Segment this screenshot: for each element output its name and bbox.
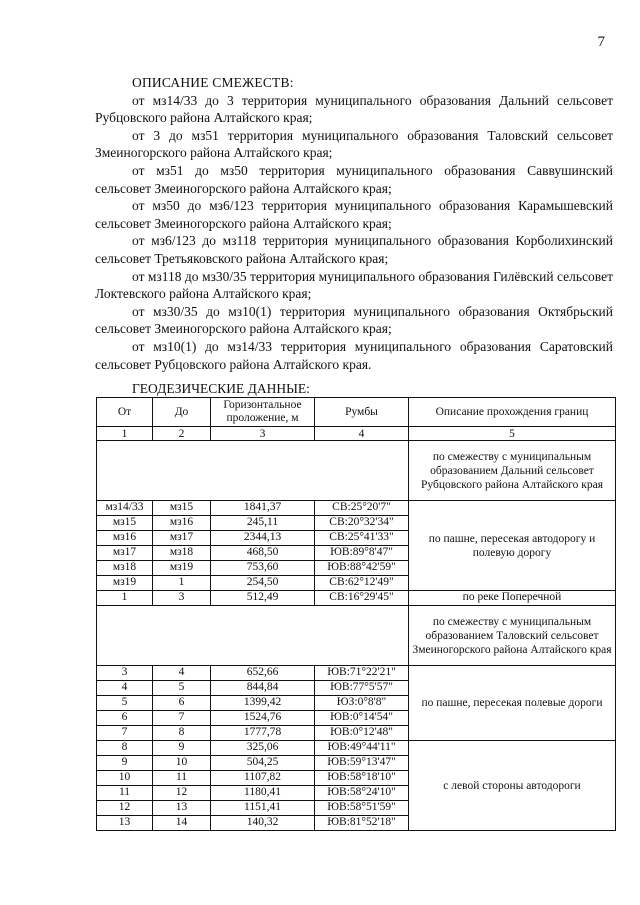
cell-to: мз18: [153, 546, 211, 561]
header-to: До: [153, 398, 211, 427]
group-description: по реке Поперечной: [409, 591, 616, 606]
cell-distance: 245,11: [211, 516, 315, 531]
cell-bearing: ЮВ:49°44'11": [315, 741, 409, 756]
table-row: [97, 501, 616, 516]
cell-distance: 468,50: [211, 546, 315, 561]
cell-bearing: СВ:25°41'33": [315, 531, 409, 546]
table-row: [97, 591, 616, 606]
cell-bearing: СВ:20°32'34": [315, 516, 409, 531]
cell-to: 11: [153, 771, 211, 786]
cell-bearing: ЮВ:59°13'47": [315, 756, 409, 771]
cell-bearing: ЮВ:77°5'57": [315, 681, 409, 696]
cell-distance: 1151,41: [211, 801, 315, 816]
cell-bearing: ЮВ:58°51'59": [315, 801, 409, 816]
adjacency-paragraph: от мз14/33 до 3 территория муниципального образования Дальний сельсовет Рубцовского района Алтайского края;: [95, 92, 613, 126]
cell-distance: 753,60: [211, 561, 315, 576]
cell-distance: 325,06: [211, 741, 315, 756]
adjacency-paragraph: от мз6/123 до мз118 территория муниципального образования Корболихинский сельсовет Третьяковского района Алтайского края;: [95, 233, 613, 266]
cell-distance: 1524,76: [211, 711, 315, 726]
cell-bearing: ЮВ:58°18'10": [315, 771, 409, 786]
cell-distance: 1107,82: [211, 771, 315, 786]
cell-bearing: СВ:16°29'45": [315, 591, 409, 606]
cell-to: 12: [153, 786, 211, 801]
column-number: 5: [409, 427, 616, 441]
adjacency-paragraph: от мз10(1) до мз14/33 территория муниципального образования Саратовский сельсовет Рубцовского района Алтайского края.: [95, 338, 613, 372]
adjacency-paragraph: от мз30/35 до мз10(1) территория муниципального образования Октябрьский сельсовет Змеиногорского района Алтайского края;: [95, 303, 613, 337]
section-row: [97, 606, 616, 666]
cell-from: мз14/33: [97, 501, 153, 516]
cell-from: мз15: [97, 516, 153, 531]
column-number: 1: [97, 427, 153, 441]
cell-bearing: ЮВ:0°14'54": [315, 711, 409, 726]
cell-distance: 2344,13: [211, 531, 315, 546]
cell-distance: 1777,78: [211, 726, 315, 741]
section-row: [97, 441, 616, 501]
cell-from: 7: [97, 726, 153, 741]
group-description: с левой стороны автодороги: [409, 741, 616, 831]
cell-distance: 254,50: [211, 576, 315, 591]
column-number-row: [97, 427, 616, 441]
cell-distance: 140,32: [211, 816, 315, 831]
adjacency-heading: ОПИСАНИЕ СМЕЖЕСТВ:: [132, 75, 294, 90]
cell-from: 3: [97, 666, 153, 681]
cell-to: 9: [153, 741, 211, 756]
cell-bearing: СВ:62°12'49": [315, 576, 409, 591]
cell-from: 10: [97, 771, 153, 786]
cell-to: мз15: [153, 501, 211, 516]
adjacency-description: [95, 74, 613, 373]
cell-bearing: ЮВ:0°12'48": [315, 726, 409, 741]
cell-bearing: ЮЗ:0°8'8": [315, 696, 409, 711]
cell-distance: 512,49: [211, 591, 315, 606]
cell-from: 8: [97, 741, 153, 756]
section-description: по смежеству с муниципальным образованием Таловский сельсовет Змеиногорского района Алтайского края: [409, 606, 616, 666]
cell-to: мз17: [153, 531, 211, 546]
cell-to: 5: [153, 681, 211, 696]
cell-to: 13: [153, 801, 211, 816]
cell-distance: 1841,37: [211, 501, 315, 516]
cell-to: 4: [153, 666, 211, 681]
cell-distance: 844,84: [211, 681, 315, 696]
header-from: От: [97, 398, 153, 427]
adjacency-paragraph: от мз118 до мз30/35 территория муниципального образования Гилёвский сельсовет Локтевского района Алтайского края;: [95, 268, 613, 302]
cell-from: мз16: [97, 531, 153, 546]
cell-to: 7: [153, 711, 211, 726]
adjacency-paragraph: от 3 до мз51 территория муниципального образования Таловский сельсовет Змеиногорского района Алтайского края;: [95, 127, 613, 161]
section-empty-cell: [97, 441, 409, 501]
cell-bearing: ЮВ:71°22'21": [315, 666, 409, 681]
cell-to: 14: [153, 816, 211, 831]
cell-distance: 1399,42: [211, 696, 315, 711]
cell-distance: 652,66: [211, 666, 315, 681]
table-row: [97, 666, 616, 681]
cell-from: 13: [97, 816, 153, 831]
group-description: по пашне, пересекая полевые дороги: [409, 666, 616, 741]
cell-to: 8: [153, 726, 211, 741]
cell-from: 9: [97, 756, 153, 771]
cell-to: 3: [153, 591, 211, 606]
header-description: Описание прохождения границ: [409, 398, 616, 427]
cell-bearing: ЮВ:58°24'10": [315, 786, 409, 801]
table-row: [97, 741, 616, 756]
cell-distance: 1180,41: [211, 786, 315, 801]
group-description: по пашне, пересекая автодорогу и полевую дорогу: [409, 501, 616, 591]
cell-to: мз16: [153, 516, 211, 531]
section-empty-cell: [97, 606, 409, 666]
cell-to: 10: [153, 756, 211, 771]
cell-bearing: СВ:25°20'7": [315, 501, 409, 516]
section-description: по смежеству с муниципальным образованием Дальний сельсовет Рубцовского района Алтайского края: [409, 441, 616, 501]
page-number: 7: [597, 34, 605, 50]
geodetic-title: ГЕОДЕЗИЧЕСКИЕ ДАННЫЕ:: [132, 381, 310, 396]
cell-from: мз17: [97, 546, 153, 561]
cell-distance: 504,25: [211, 756, 315, 771]
column-number: 2: [153, 427, 211, 441]
cell-bearing: ЮВ:81°52'18": [315, 816, 409, 831]
cell-from: 6: [97, 711, 153, 726]
cell-from: 12: [97, 801, 153, 816]
cell-from: 5: [97, 696, 153, 711]
column-number: 4: [315, 427, 409, 441]
header-distance: Горизонтальное проложение, м: [211, 398, 315, 427]
header-bearing: Румбы: [315, 398, 409, 427]
cell-from: мз18: [97, 561, 153, 576]
cell-to: 6: [153, 696, 211, 711]
column-number: 3: [211, 427, 315, 441]
cell-to: 1: [153, 576, 211, 591]
cell-bearing: ЮВ:88°42'59": [315, 561, 409, 576]
cell-from: мз19: [97, 576, 153, 591]
adjacency-paragraph: от мз50 до мз6/123 территория муниципального образования Карамышевский сельсовет Змеиногорского района Алтайского края;: [95, 198, 613, 231]
cell-from: 4: [97, 681, 153, 696]
cell-from: 1: [97, 591, 153, 606]
adjacency-paragraph: от мз51 до мз50 территория муниципального образования Саввушинский сельсовет Змеиногорского района Алтайского края;: [95, 162, 613, 196]
table-header-row: [97, 398, 616, 427]
cell-bearing: ЮВ:89°8'47": [315, 546, 409, 561]
cell-to: мз19: [153, 561, 211, 576]
cell-from: 11: [97, 786, 153, 801]
geodetic-table: [96, 397, 616, 831]
